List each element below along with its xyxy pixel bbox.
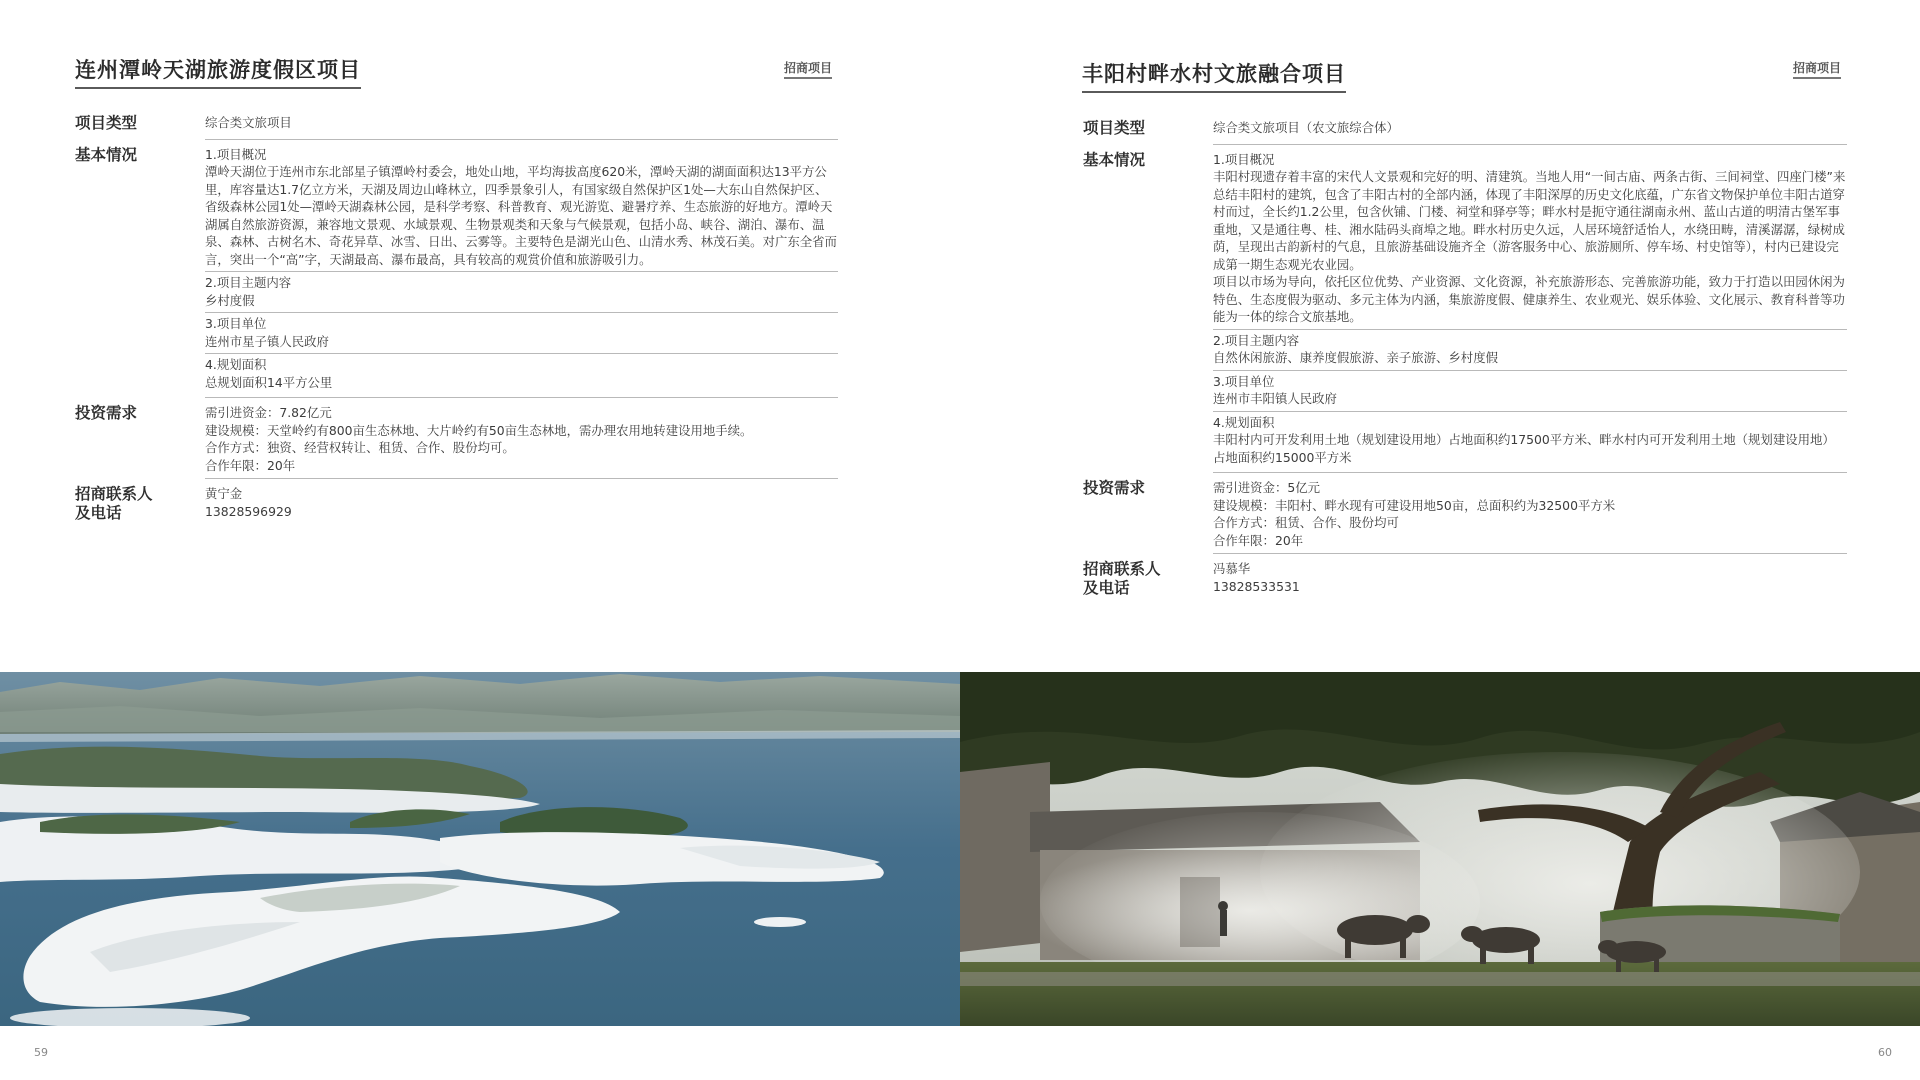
page-title: 丰阳村畔水村文旅融合项目: [1082, 60, 1346, 93]
unit-block: [1213, 371, 1847, 412]
unit-block: [205, 313, 838, 354]
investment-line: 建设规模：丰阳村、畔水现有可建设用地50亩，总面积约为32500平方米: [1213, 497, 1616, 513]
unit-text: 连州市星子镇人民政府: [205, 333, 329, 349]
contact-name: 黄宁金: [205, 486, 243, 501]
contact-phone: 13828533531: [1213, 578, 1300, 594]
investment-line: 合作方式：租赁、合作、股份均可: [1213, 515, 1399, 530]
theme-block: [205, 272, 838, 313]
right-page: [960, 0, 1920, 1080]
project-type-label: 项目类型: [75, 113, 138, 132]
overview-text: 潭岭天湖位于连州市东北部星子镇潭岭村委会，地处山地，平均海拔高度620米，潭岭天湖的湖面面积达13平方公里，库容量达1.7亿立方米，天湖及周边山峰林立，四季景象引人，有国家级自然保护区1处—大东山自然保护区、省级森林公园1处—潭岭天湖森林公园，是科学考察、科普教育、观光游览、避暑疗养、生态旅游的好地方。潭岭天湖属自然旅游资源，兼容地文景观、水域景观、生物景观类和天象与气候景观，包括小岛、峡谷、湖泊、瀑布、温泉、森林、古树名木、奇花异草、冰雪、日出、云雾等。主要特色是湖光山色、山清水秀、林茂石美。对广东全省而言，突出一个“高”字，天湖最高、瀑布最高，具有较高的观赏价值和旅游吸引力。: [205, 164, 837, 267]
investment-line: 需引进资金：5亿元: [1213, 480, 1321, 495]
contact-block: [1213, 558, 1847, 598]
contact-label-line-2: 及电话: [75, 503, 122, 522]
contact-label: [75, 484, 185, 522]
lake-islands-photo: [0, 672, 960, 1026]
contact-label-line-2: 及电话: [1083, 578, 1130, 597]
investment-block: [205, 402, 838, 479]
contact-row: [1083, 558, 1847, 598]
overview-text: 丰阳村现遗存着丰富的宋代人文景观和完好的明、清建筑。当地人用“一间古庙、两条古街、三间祠堂、四座门楼”来总结丰阳村的建筑，包含了丰阳古村的全部内涵，体现了丰阳深厚的历史文化底蕴，广东省文物保护单位丰阳古道穿村而过，全长约1.2公里，包含伙铺、门楼、祠堂和驿亭等；畔水村是扼守通往湖南永州、蓝山古道的明清古堡军事重地，又是通往粤、桂、湘水陆码头商埠之地。畔水村历史久远，人居环境舒适怡人，水绕田畴，清溪潺潺，绿树成荫，呈现出古韵新村的气息，且旅游基础设施齐全（游客服务中心、旅游厕所、停车场、村史馆等），村内已建设完成第一期生态观光农业园。: [1213, 169, 1846, 272]
investment-block: [1213, 477, 1847, 554]
basic-info-content: [1213, 149, 1847, 474]
overview-text-2: 项目以市场为导向，依托区位优势、产业资源、文化资源，补充旅游形态、完善旅游功能，致力于打造以田园休闲为特色、生态度假为驱动、多元主体为内涵，集旅游度假、健康养生、农业观光、娱乐体验、文化展示、教育科普等功能为一体的综合文旅基地。: [1213, 274, 1845, 324]
contact-row: [75, 483, 838, 523]
page-title: 连州潭岭天湖旅游度假区项目: [75, 56, 361, 89]
investment-line: 需引进资金：7.82亿元: [205, 405, 332, 420]
basic-info-content: [205, 144, 838, 399]
area-block: [205, 354, 838, 398]
basic-info-label: 基本情况: [1083, 149, 1146, 169]
investment-row: [1083, 477, 1847, 554]
overview-heading: 1.项目概况: [1213, 151, 1275, 167]
investment-line: 合作年限：20年: [1213, 532, 1304, 548]
contact-label-line-1: 招商联系人: [1083, 559, 1161, 578]
investment-line: 合作方式：独资、经营权转让、租赁、合作、股份均可。: [205, 440, 515, 455]
theme-heading: 2.项目主题内容: [1213, 332, 1300, 348]
investment-line: 建设规模：天堂岭约有800亩生态林地、大片岭约有50亩生态林地，需办理农用地转建设用地手续。: [205, 422, 753, 438]
right-info-table: [1083, 117, 1847, 598]
area-text: 丰阳村内可开发利用土地（规划建设用地）占地面积约17500平方米、畔水村内可开发利用土地（规划建设用地）占地面积约15000平方米: [1213, 432, 1835, 465]
project-type-content: [205, 112, 838, 140]
left-info-table: [75, 112, 838, 523]
project-type-value: 综合类文旅项目: [205, 112, 838, 140]
contact-label-line-1: 招商联系人: [75, 484, 153, 503]
basic-info-row: [1083, 149, 1847, 474]
project-type-value: 综合类文旅项目（农文旅综合体）: [1213, 117, 1847, 145]
contact-content: [205, 483, 838, 523]
investment-line: 合作年限：20年: [205, 457, 296, 473]
theme-text: 乡村度假: [205, 292, 255, 308]
investment-label: 投资需求: [1083, 478, 1146, 497]
contact-block: [205, 483, 838, 523]
area-block: [1213, 412, 1847, 474]
overview-block: [205, 144, 838, 273]
left-title-wrap: [75, 56, 361, 89]
contact-name: 冯慕华: [1213, 561, 1251, 576]
right-title-wrap: [1082, 60, 1346, 93]
contact-phone: 13828596929: [205, 503, 292, 519]
village-tree-image: [960, 672, 1920, 1026]
project-type-content: [1213, 117, 1847, 145]
unit-heading: 3.项目单位: [205, 316, 267, 331]
overview-block: [1213, 149, 1847, 330]
section-tag: 招商项目: [784, 60, 832, 79]
contact-label: [1083, 559, 1193, 597]
investment-content: [1213, 477, 1847, 554]
page-number: 59: [34, 1046, 48, 1059]
investment-row: [75, 402, 838, 479]
section-tag: 招商项目: [1793, 60, 1841, 79]
project-type-row: [1083, 117, 1847, 145]
basic-info-row: [75, 144, 838, 399]
unit-heading: 3.项目单位: [1213, 373, 1275, 389]
area-heading: 4.规划面积: [1213, 414, 1275, 430]
investment-label: 投资需求: [75, 403, 138, 422]
area-text: 总规划面积14平方公里: [205, 374, 333, 390]
theme-heading: 2.项目主题内容: [205, 275, 292, 290]
lake-islands-image: [0, 672, 960, 1026]
project-type-row: [75, 112, 838, 140]
project-type-label: 项目类型: [1083, 118, 1146, 137]
village-tree-buffalo-photo: [960, 672, 1920, 1026]
page-number: 60: [1878, 1046, 1892, 1059]
theme-block: [1213, 330, 1847, 371]
unit-text: 连州市丰阳镇人民政府: [1213, 391, 1337, 406]
basic-info-label: 基本情况: [75, 144, 138, 164]
theme-text: 自然休闲旅游、康养度假旅游、亲子旅游、乡村度假: [1213, 350, 1498, 365]
overview-heading: 1.项目概况: [205, 146, 267, 162]
contact-content: [1213, 558, 1847, 598]
area-heading: 4.规划面积: [205, 357, 267, 372]
investment-content: [205, 402, 838, 479]
